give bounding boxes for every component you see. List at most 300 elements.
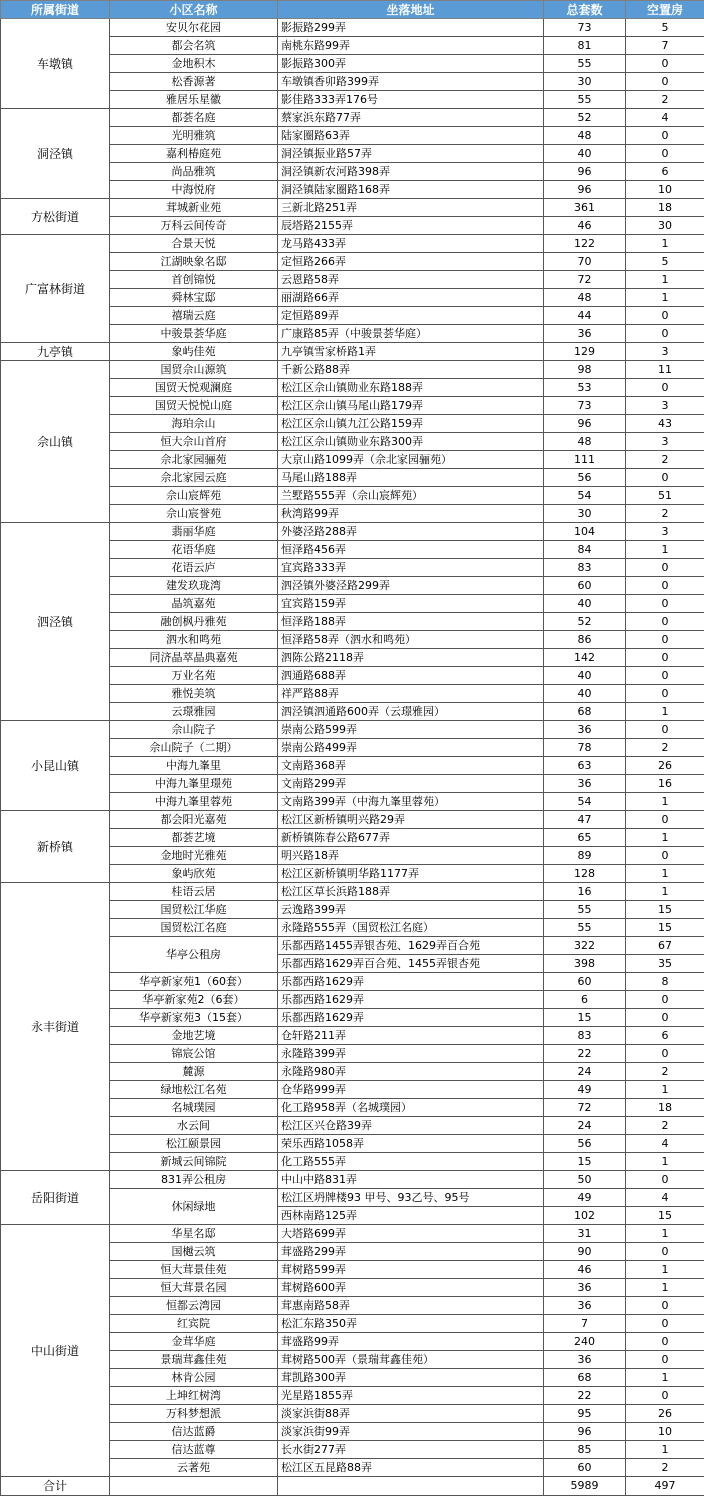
community-name-cell: 中海九峯里璟苑: [110, 775, 278, 793]
total-units-cell: 102: [544, 1207, 626, 1225]
vacant-cell: 1: [626, 1081, 704, 1099]
vacant-cell: 35: [626, 955, 704, 973]
table-row: [1, 1225, 704, 1243]
total-units-cell: 47: [544, 811, 626, 829]
community-name-cell: 中骏景荟华庭: [110, 325, 278, 343]
address-cell: 茸惠南路58弄: [278, 1297, 544, 1315]
vacant-cell: 0: [626, 595, 704, 613]
address-cell: 云恩路58弄: [278, 271, 544, 289]
community-name-cell: 国贸天悦悦山庭: [110, 397, 278, 415]
address-cell: 三新北路251弄: [278, 199, 544, 217]
vacant-cell: 0: [626, 991, 704, 1009]
total-units-cell: 60: [544, 1459, 626, 1477]
total-units-cell: 56: [544, 469, 626, 487]
address-cell: 乐都西路1629弄: [278, 1009, 544, 1027]
community-name-cell: 锦宸公馆: [110, 1045, 278, 1063]
address-cell: 崇南公路499弄: [278, 739, 544, 757]
address-cell: 恒泽路188弄: [278, 613, 544, 631]
community-name-cell: 绿地松江名苑: [110, 1081, 278, 1099]
address-cell: 永隆路980弄: [278, 1063, 544, 1081]
community-name-cell: 名城璞园: [110, 1099, 278, 1117]
community-name-cell: 松江颐景园: [110, 1135, 278, 1153]
total-units-cell: 63: [544, 757, 626, 775]
community-name-cell: 融创枫丹雅苑: [110, 613, 278, 631]
community-name-cell: 831弄公租房: [110, 1171, 278, 1189]
community-name-cell: 金地时光雅苑: [110, 847, 278, 865]
vacant-cell: 3: [626, 523, 704, 541]
address-cell: 松江区佘山镇勋业东路188弄: [278, 379, 544, 397]
total-units-cell: 40: [544, 595, 626, 613]
total-units-cell: 142: [544, 649, 626, 667]
total-units-cell: 48: [544, 127, 626, 145]
street-cell: 永丰街道: [1, 883, 110, 1171]
total-row: [1, 1477, 704, 1496]
header-row: [1, 1, 704, 19]
total-units-cell: 55: [544, 919, 626, 937]
vacant-cell: 67: [626, 937, 704, 955]
vacant-cell: 7: [626, 37, 704, 55]
address-cell: 影振路299弄: [278, 19, 544, 37]
vacant-cell: 0: [626, 631, 704, 649]
address-cell: 泗通路688弄: [278, 667, 544, 685]
total-units-cell: 72: [544, 271, 626, 289]
community-name-cell: 佘山院子: [110, 721, 278, 739]
total-units-cell: 72: [544, 1099, 626, 1117]
total-units-cell: 322: [544, 937, 626, 955]
address-cell: 文南路299弄: [278, 775, 544, 793]
community-name-cell: 江湖映象名邸: [110, 253, 278, 271]
address-cell: 洞泾镇陆家圈路168弄: [278, 181, 544, 199]
community-name-cell: 尚品雅筑: [110, 163, 278, 181]
total-units-cell: 52: [544, 613, 626, 631]
vacant-cell: 1: [626, 1441, 704, 1459]
total-units-cell: 86: [544, 631, 626, 649]
vacant-cell: 1: [626, 1369, 704, 1387]
total-units-cell: 96: [544, 1423, 626, 1441]
vacant-cell: 43: [626, 415, 704, 433]
community-name-cell: 光明雅筑: [110, 127, 278, 145]
address-cell: 茸树路600弄: [278, 1279, 544, 1297]
community-name-cell: 恒都云湾园: [110, 1297, 278, 1315]
vacant-cell: 0: [626, 685, 704, 703]
community-name-cell: 金地艺境: [110, 1027, 278, 1045]
total-units-cell: 96: [544, 415, 626, 433]
total-units-cell: 53: [544, 379, 626, 397]
vacant-cell: 2: [626, 505, 704, 523]
vacant-cell: 0: [626, 379, 704, 397]
vacant-cell: 10: [626, 1423, 704, 1441]
total-units-cell: 96: [544, 163, 626, 181]
total-units-cell: 16: [544, 883, 626, 901]
address-cell: 新桥镇陈春公路677弄: [278, 829, 544, 847]
total-units-cell: 49: [544, 1189, 626, 1207]
vacant-cell: 1: [626, 289, 704, 307]
community-name-cell: 休闲绿地: [110, 1189, 278, 1225]
street-cell: 广富林街道: [1, 235, 110, 343]
address-cell: 中山中路831弄: [278, 1171, 544, 1189]
total-units-cell: 85: [544, 1441, 626, 1459]
total-units-cell: 104: [544, 523, 626, 541]
vacant-cell: 1: [626, 829, 704, 847]
vacant-cell: 5: [626, 19, 704, 37]
vacant-cell: 0: [626, 1351, 704, 1369]
community-name-cell: 桂语云居: [110, 883, 278, 901]
community-name-cell: 中海九峯里蓉苑: [110, 793, 278, 811]
community-name-cell: 新城云间锦院: [110, 1153, 278, 1171]
address-cell: 定恒路89弄: [278, 307, 544, 325]
total-units-cell: 6: [544, 991, 626, 1009]
address-cell: 乐都西路1455弄银杏苑、1629弄百合苑: [278, 937, 544, 955]
address-cell: 外婆泾路288弄: [278, 523, 544, 541]
community-name-cell: 松香源著: [110, 73, 278, 91]
community-name-cell: 信达蓝爵: [110, 1423, 278, 1441]
community-name-cell: 国贸佘山源筑: [110, 361, 278, 379]
address-cell: 荣乐西路1058弄: [278, 1135, 544, 1153]
vacant-cell: 0: [626, 145, 704, 163]
community-name-cell: 雅悦美筑: [110, 685, 278, 703]
vacant-cell: 0: [626, 613, 704, 631]
total-units-cell: 48: [544, 289, 626, 307]
community-name-cell: 中海九峯里: [110, 757, 278, 775]
address-cell: 松汇东路350弄: [278, 1315, 544, 1333]
total-units-cell: 60: [544, 577, 626, 595]
community-name-cell: 佘北家园云庭: [110, 469, 278, 487]
total-units-cell: 56: [544, 1135, 626, 1153]
address-cell: 西林南路125弄: [278, 1207, 544, 1225]
total-units-cell: 55: [544, 901, 626, 919]
address-cell: 明兴路18弄: [278, 847, 544, 865]
total-units-cell: 49: [544, 1081, 626, 1099]
vacant-cell: 26: [626, 757, 704, 775]
community-name-cell: 茸城新业苑: [110, 199, 278, 217]
address-cell: 松江区新桥镇明兴路29弄: [278, 811, 544, 829]
community-name-cell: 恒大佘山首府: [110, 433, 278, 451]
vacant-cell: 0: [626, 307, 704, 325]
vacant-cell: 1: [626, 1153, 704, 1171]
table-row: [1, 1171, 704, 1189]
vacant-cell: 1: [626, 703, 704, 721]
vacant-cell: 1: [626, 793, 704, 811]
address-cell: 茸盛路299弄: [278, 1243, 544, 1261]
total-units-cell: 73: [544, 397, 626, 415]
street-cell: 小昆山镇: [1, 721, 110, 811]
total-units-cell: 7: [544, 1315, 626, 1333]
community-name-cell: 都荟名庭: [110, 109, 278, 127]
address-cell: 乐都西路1629弄: [278, 991, 544, 1009]
vacant-cell: 2: [626, 1117, 704, 1135]
vacant-cell: 0: [626, 1333, 704, 1351]
vacant-cell: 2: [626, 1063, 704, 1081]
vacant-cell: 1: [626, 1261, 704, 1279]
address-cell: 宜宾路159弄: [278, 595, 544, 613]
vacant-cell: 0: [626, 721, 704, 739]
address-cell: 祥严路88弄: [278, 685, 544, 703]
total-units-cell: 96: [544, 181, 626, 199]
vacant-cell: 1: [626, 541, 704, 559]
address-cell: 泗陈公路2118弄: [278, 649, 544, 667]
vacant-cell: 2: [626, 451, 704, 469]
address-cell: 仓轩路211弄: [278, 1027, 544, 1045]
total-units-cell: 24: [544, 1117, 626, 1135]
total-units-cell: 36: [544, 1351, 626, 1369]
address-cell: 泗泾镇外婆泾路299弄: [278, 577, 544, 595]
total-units-cell: 36: [544, 1297, 626, 1315]
total-units-cell: 54: [544, 487, 626, 505]
community-name-cell: 麓源: [110, 1063, 278, 1081]
total-units-cell: 36: [544, 1279, 626, 1297]
street-cell: 洞泾镇: [1, 109, 110, 199]
address-cell: 云逸路399弄: [278, 901, 544, 919]
total-units: 5989: [544, 1477, 626, 1496]
street-cell: 中山街道: [1, 1225, 110, 1477]
vacant-cell: 16: [626, 775, 704, 793]
total-units-cell: 36: [544, 721, 626, 739]
address-cell: 化工路958弄（名城璞园）: [278, 1099, 544, 1117]
address-cell: 永隆路399弄: [278, 1045, 544, 1063]
community-name-cell: 晶筑嘉苑: [110, 595, 278, 613]
header-community-name: 小区名称: [110, 1, 278, 19]
table-row: [1, 523, 704, 541]
vacant-cell: 0: [626, 55, 704, 73]
vacant-cell: 0: [626, 667, 704, 685]
address-cell: 乐都西路1629弄百合苑、1455弄银杏苑: [278, 955, 544, 973]
community-name-cell: 嘉利椿庭苑: [110, 145, 278, 163]
total-vacant: 497: [626, 1477, 704, 1496]
address-cell: 松江区佘山镇马尾山路179弄: [278, 397, 544, 415]
vacant-cell: 1: [626, 1279, 704, 1297]
address-cell: 恒泽路58弄（泗水和鸣苑）: [278, 631, 544, 649]
total-units-cell: 31: [544, 1225, 626, 1243]
table-row: [1, 883, 704, 901]
address-cell: 蔡家浜东路77弄: [278, 109, 544, 127]
address-cell: 茸凯路300弄: [278, 1369, 544, 1387]
address-cell: 影佳路333弄176号: [278, 91, 544, 109]
total-units-cell: 81: [544, 37, 626, 55]
vacant-cell: 18: [626, 1099, 704, 1117]
vacant-cell: 18: [626, 199, 704, 217]
table-row: [1, 199, 704, 217]
total-empty-address: [278, 1477, 544, 1496]
address-cell: 崇南公路599弄: [278, 721, 544, 739]
community-name-cell: 金地积木: [110, 55, 278, 73]
community-name-cell: 云著苑: [110, 1459, 278, 1477]
address-cell: 大塔路699弄: [278, 1225, 544, 1243]
address-cell: 千新公路88弄: [278, 361, 544, 379]
total-units-cell: 111: [544, 451, 626, 469]
vacant-cell: 0: [626, 325, 704, 343]
total-units-cell: 54: [544, 793, 626, 811]
community-name-cell: 恒大茸景佳苑: [110, 1261, 278, 1279]
address-cell: 松江区佘山镇九江公路159弄: [278, 415, 544, 433]
vacant-cell: 0: [626, 649, 704, 667]
vacant-cell: 1: [626, 235, 704, 253]
community-name-cell: 象屿佳苑: [110, 343, 278, 361]
total-units-cell: 44: [544, 307, 626, 325]
address-cell: 松江区兴仓路39弄: [278, 1117, 544, 1135]
community-name-cell: 禧瑞云庭: [110, 307, 278, 325]
address-cell: 洞泾镇振业路57弄: [278, 145, 544, 163]
community-name-cell: 万业名苑: [110, 667, 278, 685]
address-cell: 洞泾镇新农河路398弄: [278, 163, 544, 181]
table-row: [1, 811, 704, 829]
total-units-cell: 68: [544, 1369, 626, 1387]
address-cell: 龙马路433弄: [278, 235, 544, 253]
total-units-cell: 22: [544, 1387, 626, 1405]
community-name-cell: 翡丽华庭: [110, 523, 278, 541]
community-name-cell: 佘山宸辉苑: [110, 487, 278, 505]
total-units-cell: 128: [544, 865, 626, 883]
community-name-cell: 佘山宸誉苑: [110, 505, 278, 523]
community-name-cell: 舜林宝邸: [110, 289, 278, 307]
total-units-cell: 84: [544, 541, 626, 559]
total-units-cell: 122: [544, 235, 626, 253]
total-units-cell: 40: [544, 685, 626, 703]
total-units-cell: 90: [544, 1243, 626, 1261]
total-units-cell: 98: [544, 361, 626, 379]
address-cell: 九亭镇雪家桥路1弄: [278, 343, 544, 361]
vacant-cell: 4: [626, 109, 704, 127]
total-units-cell: 15: [544, 1153, 626, 1171]
vacant-cell: 0: [626, 469, 704, 487]
address-cell: 松江区新桥镇明华路1177弄: [278, 865, 544, 883]
total-empty-name: [110, 1477, 278, 1496]
street-cell: 岳阳街道: [1, 1171, 110, 1225]
community-name-cell: 国贸松江华庭: [110, 901, 278, 919]
community-name-cell: 雅居乐星徽: [110, 91, 278, 109]
vacant-cell: 6: [626, 1027, 704, 1045]
community-name-cell: 国贸松江名庭: [110, 919, 278, 937]
street-cell: 泗泾镇: [1, 523, 110, 721]
address-cell: 松江区草长浜路188弄: [278, 883, 544, 901]
community-name-cell: 泗水和鸣苑: [110, 631, 278, 649]
vacant-cell: 0: [626, 559, 704, 577]
community-name-cell: 都会阳光嘉苑: [110, 811, 278, 829]
total-units-cell: 73: [544, 19, 626, 37]
vacant-cell: 10: [626, 181, 704, 199]
total-units-cell: 36: [544, 775, 626, 793]
vacant-cell: 0: [626, 811, 704, 829]
vacant-cell: 0: [626, 1243, 704, 1261]
header-street: 所属街道: [1, 1, 110, 19]
vacant-cell: 0: [626, 127, 704, 145]
vacant-cell: 1: [626, 883, 704, 901]
header-address: 坐落地址: [278, 1, 544, 19]
total-units-cell: 46: [544, 1261, 626, 1279]
vacant-cell: 0: [626, 1387, 704, 1405]
address-cell: 乐都西路1629弄: [278, 973, 544, 991]
address-cell: 大京山路1099弄（佘北家园骊苑）: [278, 451, 544, 469]
community-name-cell: 华亭新家苑1（60套）: [110, 973, 278, 991]
total-units-cell: 30: [544, 505, 626, 523]
address-cell: 丽湖路66弄: [278, 289, 544, 307]
address-cell: 定恒路266弄: [278, 253, 544, 271]
vacant-cell: 0: [626, 577, 704, 595]
address-cell: 松江区佘山镇勋业东路300弄: [278, 433, 544, 451]
total-units-cell: 240: [544, 1333, 626, 1351]
community-name-cell: 华亭新家苑3（15套）: [110, 1009, 278, 1027]
vacant-cell: 26: [626, 1405, 704, 1423]
table-row: [1, 235, 704, 253]
address-cell: 茸盛路99弄: [278, 1333, 544, 1351]
address-cell: 仓华路999弄: [278, 1081, 544, 1099]
community-name-cell: 都荟艺境: [110, 829, 278, 847]
header-vacant: 空置房: [626, 1, 704, 19]
community-name-cell: 佘山院子（二期）: [110, 739, 278, 757]
community-name-cell: 景瑞茸鑫佳苑: [110, 1351, 278, 1369]
vacant-cell: 4: [626, 1189, 704, 1207]
vacant-cell: 0: [626, 1171, 704, 1189]
community-name-cell: 华星名邸: [110, 1225, 278, 1243]
vacant-cell: 15: [626, 901, 704, 919]
address-cell: 泗泾镇泗通路600弄（云璟雅园）: [278, 703, 544, 721]
address-cell: 松江区坍牌楼93 甲号、93乙号、95号: [278, 1189, 544, 1207]
vacant-cell: 6: [626, 163, 704, 181]
vacant-cell: 51: [626, 487, 704, 505]
street-cell: 方松街道: [1, 199, 110, 235]
vacant-cell: 1: [626, 271, 704, 289]
table-row: [1, 343, 704, 361]
address-cell: 化工路555弄: [278, 1153, 544, 1171]
address-cell: 影振路300弄: [278, 55, 544, 73]
address-cell: 辰塔路2155弄: [278, 217, 544, 235]
address-cell: 秋湾路99弄: [278, 505, 544, 523]
address-cell: 陆家圈路63弄: [278, 127, 544, 145]
community-name-cell: 国贸天悦观澜庭: [110, 379, 278, 397]
total-units-cell: 52: [544, 109, 626, 127]
total-units-cell: 50: [544, 1171, 626, 1189]
address-cell: 松江区五昆路88弄: [278, 1459, 544, 1477]
address-cell: 宜宾路333弄: [278, 559, 544, 577]
street-cell: 新桥镇: [1, 811, 110, 883]
table-body: [1, 19, 704, 1477]
community-name-cell: 万科云间传奇: [110, 217, 278, 235]
community-name-cell: 金茸华庭: [110, 1333, 278, 1351]
vacant-cell: 5: [626, 253, 704, 271]
community-name-cell: 都会名筑: [110, 37, 278, 55]
total-units-cell: 83: [544, 1027, 626, 1045]
vacant-cell: 3: [626, 397, 704, 415]
community-name-cell: 合景天悦: [110, 235, 278, 253]
total-units-cell: 83: [544, 559, 626, 577]
community-name-cell: 恒大茸景名园: [110, 1279, 278, 1297]
total-units-cell: 40: [544, 145, 626, 163]
total-units-cell: 55: [544, 55, 626, 73]
community-name-cell: 万科梦想派: [110, 1405, 278, 1423]
total-units-cell: 68: [544, 703, 626, 721]
total-units-cell: 129: [544, 343, 626, 361]
vacant-cell: 4: [626, 1135, 704, 1153]
address-cell: 马尾山路188弄: [278, 469, 544, 487]
total-units-cell: 361: [544, 199, 626, 217]
community-name-cell: 首创锦悦: [110, 271, 278, 289]
table-row: [1, 721, 704, 739]
total-units-cell: 65: [544, 829, 626, 847]
community-name-cell: 国樾云筑: [110, 1243, 278, 1261]
vacant-cell: 0: [626, 1297, 704, 1315]
total-units-cell: 95: [544, 1405, 626, 1423]
community-name-cell: 华亭新家苑2（6套）: [110, 991, 278, 1009]
total-units-cell: 36: [544, 325, 626, 343]
total-label: 合计: [1, 1477, 110, 1496]
community-name-cell: 象屿欣苑: [110, 865, 278, 883]
address-cell: 文南路399弄（中海九峯里蓉苑）: [278, 793, 544, 811]
vacant-cell: 15: [626, 1207, 704, 1225]
total-units-cell: 46: [544, 217, 626, 235]
total-units-cell: 48: [544, 433, 626, 451]
address-cell: 广康路85弄（中骏景荟华庭）: [278, 325, 544, 343]
community-name-cell: 红宾院: [110, 1315, 278, 1333]
vacant-cell: 0: [626, 1045, 704, 1063]
